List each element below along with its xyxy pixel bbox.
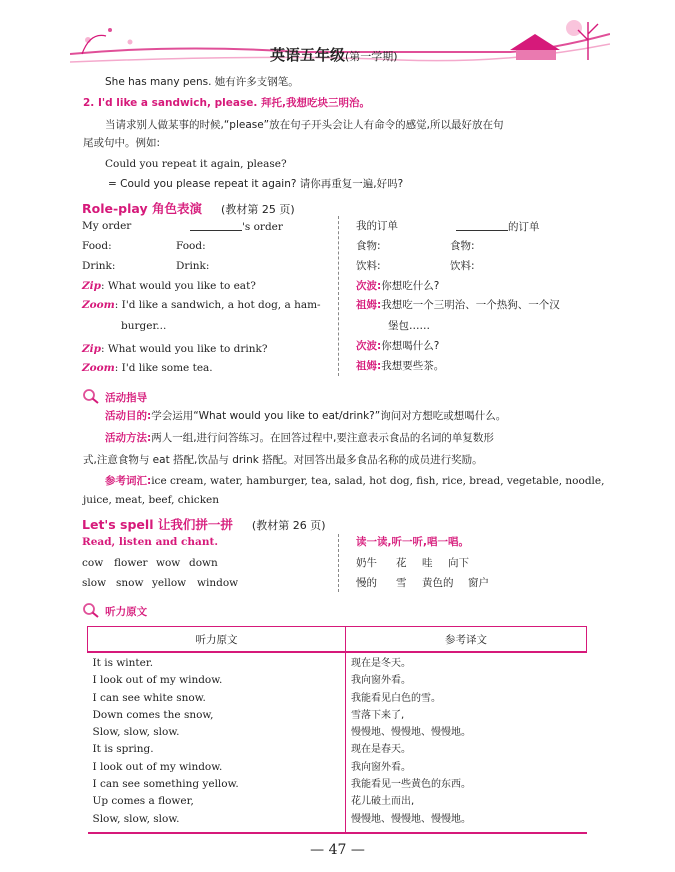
dialogue-line-cn: 次波:你想吃什么? bbox=[356, 280, 440, 292]
page-number: — 47 — bbox=[310, 842, 365, 858]
listening-heading bbox=[82, 600, 147, 619]
spell-word-cn: 黄色的 bbox=[422, 577, 454, 589]
spell-title: Let's spell 让我们拼一拼 bbox=[82, 517, 233, 532]
drink-label-2: Drink: bbox=[176, 260, 210, 272]
listening-title: 听力原文 bbox=[105, 606, 148, 618]
transcript-line: Up comes a flower, bbox=[92, 795, 194, 808]
translation-line: 我能看见一些黄色的东西。 bbox=[351, 779, 471, 791]
activity-goal: 活动目的:学会运用“What would you like to eat/drink?”询问对方想吃或想喝什么。 bbox=[105, 410, 507, 422]
spell-word: slow bbox=[82, 577, 107, 589]
partner-order-label-cn: 的订单 bbox=[456, 220, 540, 234]
transcript-line: I can see white snow. bbox=[92, 691, 206, 704]
column-divider bbox=[338, 216, 339, 376]
translation-line: 现在是冬天。 bbox=[351, 658, 411, 669]
dialogue-line-cn: 祖姆:我想吃一个三明治、一个热狗、一个汉 bbox=[356, 299, 560, 311]
roleplay-title: Role-play 角色表演 bbox=[82, 201, 202, 216]
spell-word: snow bbox=[116, 577, 144, 589]
speaker-zip: Zip bbox=[82, 343, 101, 355]
chinese-translation-cell bbox=[346, 652, 587, 833]
spell-word-cn: 奶牛 bbox=[356, 557, 377, 569]
translation-line: 慢慢地、慢慢地、慢慢地。 bbox=[351, 813, 471, 825]
dialogue-line-cn-cont: 堡包…… bbox=[388, 320, 430, 332]
magnifier-icon bbox=[82, 602, 100, 618]
translation-line: 我向窗外看。 bbox=[351, 675, 411, 687]
table-row bbox=[88, 652, 587, 833]
spell-word-cn: 向下 bbox=[448, 557, 469, 569]
spell-word: flower bbox=[114, 557, 148, 569]
translation-line: 现在是春天。 bbox=[351, 744, 411, 756]
drink-label-cn-2: 饮料: bbox=[450, 260, 475, 272]
dialogue-line-cn: 祖姆:我想要些茶。 bbox=[356, 360, 445, 372]
column-divider bbox=[338, 534, 339, 592]
activity-method: 活动方法:两人一组,进行问答练习。在回答过程中,要注意表示食品的名词的单复数形 bbox=[105, 432, 494, 444]
dialogue-line-cn: 次波:你想喝什么? bbox=[356, 340, 440, 352]
name-blank bbox=[456, 220, 508, 231]
spell-left-title: Read, listen and chant. bbox=[82, 536, 218, 548]
translation-line: 雪落下来了, bbox=[351, 709, 405, 721]
translation-line: 慢慢地、慢慢地、慢慢地。 bbox=[351, 727, 471, 739]
spell-word: yellow bbox=[152, 577, 187, 589]
english-transcript-cell bbox=[88, 652, 346, 833]
table-header-row bbox=[88, 627, 587, 653]
food-label-cn: 食物: bbox=[356, 240, 381, 252]
header-subtitle: (第一学期) bbox=[345, 50, 398, 63]
transcript-line: Slow, slow, slow. bbox=[92, 726, 180, 739]
transcript-line: Slow, slow, slow. bbox=[92, 812, 180, 825]
transcript-line: Down comes the snow, bbox=[92, 708, 214, 721]
roleplay-page-ref: (教材第 25 页) bbox=[221, 203, 295, 216]
dialogue-line: Zoom: I'd like a sandwich, a hot dog, a ham- bbox=[82, 299, 321, 311]
activity-words-cont: juice, meat, beef, chicken bbox=[83, 494, 220, 506]
intro-line: She has many pens. 她有许多支钢笔。 bbox=[105, 76, 299, 88]
spell-word-cn: 窗户 bbox=[468, 577, 489, 589]
drink-label: Drink: bbox=[82, 260, 116, 272]
activity-heading bbox=[82, 386, 147, 405]
spell-page-ref: (教材第 26 页) bbox=[251, 519, 326, 532]
dialogue-line-cont: burger... bbox=[121, 320, 167, 332]
header-title: 英语五年级 bbox=[270, 46, 346, 64]
intro-paragraph-line2: 尾或句中。例如: bbox=[83, 137, 161, 149]
transcript-line: It is spring. bbox=[92, 743, 154, 756]
food-label: Food: bbox=[82, 240, 112, 252]
drink-label-cn: 饮料: bbox=[356, 260, 381, 272]
spell-word: cow bbox=[82, 557, 104, 569]
food-label-2: Food: bbox=[176, 240, 206, 252]
listening-table bbox=[87, 626, 587, 834]
spell-word: window bbox=[197, 577, 239, 589]
translation-line: 我能看见白色的雪。 bbox=[351, 692, 441, 704]
activity-words: 参考词汇:ice cream, water, hamburger, tea, salad, hot dog, fish, rice, bread, vegetable, noodle, bbox=[105, 475, 605, 487]
speaker-zoom: Zoom bbox=[82, 362, 115, 374]
point2-title: 2. I'd like a sandwich, please. 拜托,我想吃块三明治。 bbox=[83, 97, 370, 109]
dialogue-line: Zip: What would you like to eat? bbox=[82, 280, 256, 292]
spell-word-cn: 慢的 bbox=[356, 577, 377, 589]
activity-method-cont: 式,注意食物与 eat 搭配,饮品与 drink 搭配。对回答出最多食品名称的成员进行奖励。 bbox=[83, 454, 483, 466]
translation-line: 花儿破土而出, bbox=[351, 796, 415, 808]
transcript-line: I look out of my window. bbox=[92, 674, 223, 687]
spell-word-cn: 哇 bbox=[422, 557, 433, 569]
speaker-zoom: Zoom bbox=[82, 299, 115, 311]
food-label-cn-2: 食物: bbox=[450, 240, 475, 252]
speaker-zip: Zip bbox=[82, 280, 101, 292]
transcript-line: It is winter. bbox=[92, 657, 154, 669]
activity-title: 活动指导 bbox=[105, 392, 148, 404]
magnifier-icon bbox=[82, 388, 100, 404]
my-order-label-cn: 我的订单 bbox=[356, 220, 398, 232]
transcript-line: I can see something yellow. bbox=[92, 778, 239, 791]
translation-line: 我向窗外看。 bbox=[351, 761, 411, 773]
partner-order-label: 's order bbox=[190, 220, 283, 234]
intro-paragraph-line1: 当请求别人做某事的时候,“please”放在句子开头会让人有命令的感觉,所以最好放在句 bbox=[105, 119, 504, 131]
spell-word: down bbox=[189, 557, 218, 569]
transcript-line: I look out of my window. bbox=[92, 760, 223, 773]
name-blank bbox=[190, 220, 242, 231]
spell-heading bbox=[82, 514, 326, 533]
my-order-label: My order bbox=[82, 220, 132, 232]
example-sentence-2: = Could you please repeat it again? 请你再重复一遍,好吗? bbox=[108, 178, 404, 190]
column-header: 参考译文 bbox=[346, 627, 587, 653]
dialogue-line: Zoom: I'd like some tea. bbox=[82, 362, 213, 374]
column-header: 听力原文 bbox=[88, 627, 346, 653]
roleplay-heading bbox=[82, 198, 295, 217]
spell-word: wow bbox=[156, 557, 181, 569]
dialogue-line: Zip: What would you like to drink? bbox=[82, 343, 268, 355]
spell-word-cn: 花 bbox=[396, 557, 407, 569]
spell-word-cn: 雪 bbox=[396, 577, 407, 589]
example-sentence-1: Could you repeat it again, please? bbox=[105, 158, 287, 170]
spell-right-title: 读一读,听一听,唱一唱。 bbox=[356, 536, 469, 548]
